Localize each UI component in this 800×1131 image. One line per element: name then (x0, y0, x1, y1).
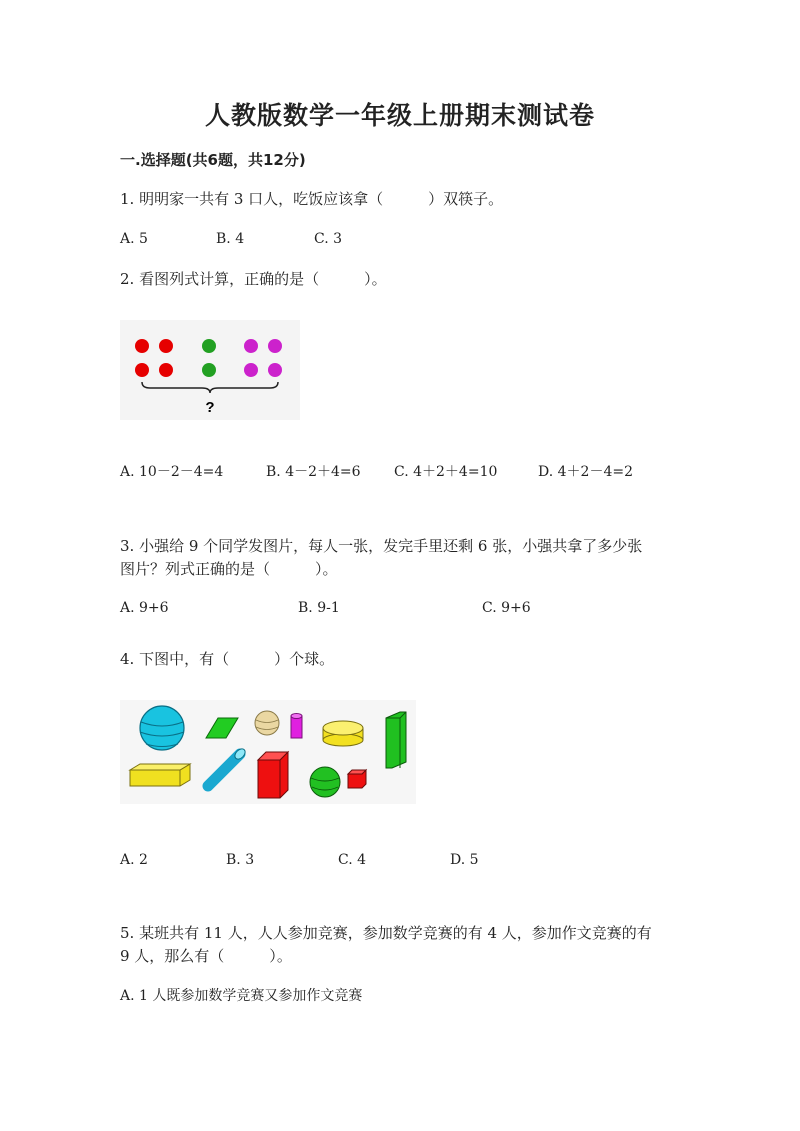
purple-dot (244, 363, 258, 377)
q2-option-d[interactable]: D. 4＋2－4=2 (538, 464, 633, 480)
purple-dot (268, 363, 282, 377)
q4-option-d[interactable]: D. 5 (450, 852, 479, 868)
yellow-disc-bottom (323, 734, 363, 746)
magenta-cylinder-top (291, 714, 302, 719)
question-5-text-line1: 5. 某班共有 11 人，人人参加竞赛，参加数学竞赛的有 4 人，参加作文竞赛的有 (120, 924, 652, 942)
q1-option-b[interactable]: B. 4 (216, 231, 245, 247)
green-dot (202, 363, 216, 377)
purple-dot (268, 339, 282, 353)
q2-option-b[interactable]: B. 4－2＋4=6 (266, 464, 361, 480)
q4-option-c[interactable]: C. 4 (338, 852, 367, 868)
question-3-text-line1: 3. 小强给 9 个同学发图片，每人一张，发完手里还剩 6 张，小强共拿了多少张 (120, 537, 643, 555)
dot-count-figure (120, 320, 300, 420)
section-heading: 一.选择题(共6题，共12分) (120, 151, 306, 169)
question-2-text: 2. 看图列式计算，正确的是（ ）。 (120, 270, 387, 288)
cyan-ball (140, 706, 184, 750)
green-tall-box (386, 712, 406, 768)
q4-option-b[interactable]: B. 3 (226, 852, 255, 868)
shapes-figure (120, 700, 416, 804)
q1-option-a[interactable]: A. 5 (120, 231, 148, 247)
beige-ball (255, 711, 279, 735)
q4-option-a[interactable]: A. 2 (120, 852, 148, 868)
question-3-text-line2: 图片？列式正确的是（ ）。 (120, 560, 338, 578)
green-dot (202, 339, 216, 353)
question-mark-label: ? (205, 399, 215, 416)
q1-option-c[interactable]: C. 3 (314, 231, 343, 247)
q3-option-b[interactable]: B. 9-1 (298, 600, 340, 616)
red-dot (135, 339, 149, 353)
q3-option-c[interactable]: C. 9+6 (482, 600, 531, 616)
yellow-disc-top (323, 721, 363, 735)
red-dot (135, 363, 149, 377)
q2-option-c[interactable]: C. 4＋2＋4=10 (394, 464, 498, 480)
question-5-text-line2: 9 人，那么有（ ）。 (120, 947, 292, 965)
red-dot (159, 363, 173, 377)
q2-option-a[interactable]: A. 10－2－4=4 (120, 464, 224, 480)
purple-dot (244, 339, 258, 353)
red-dot (159, 339, 173, 353)
page-title: 人教版数学一年级上册期末测试卷 (204, 101, 595, 130)
green-ball (310, 767, 340, 797)
question-4-text: 4. 下图中，有（ ）个球。 (120, 650, 335, 668)
magenta-cylinder (291, 716, 302, 738)
question-1-text: 1. 明明家一共有 3 口人，吃饭应该拿（ ）双筷子。 (120, 190, 504, 208)
q3-option-a[interactable]: A. 9+6 (120, 600, 169, 616)
q5-option-a[interactable]: A. 1 人既参加数学竞赛又参加作文竞赛 (120, 988, 363, 1004)
